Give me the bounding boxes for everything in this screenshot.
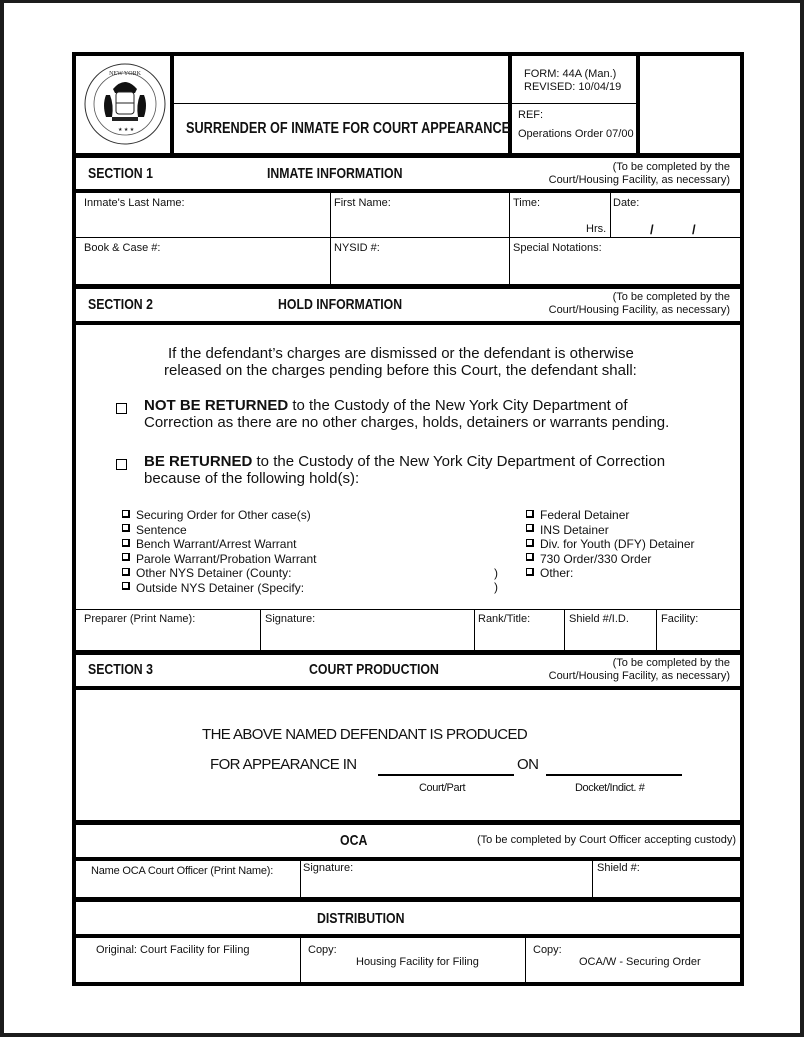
nyc-doc-seal-icon [80,59,170,149]
ref-value: Operations Order 07/00 [518,128,634,140]
section1-header [76,158,740,189]
section2-title: HOLD INFORMATION [278,296,403,313]
hold-item[interactable]: Securing Order for Other case(s) [122,508,317,523]
section3-body [76,690,740,820]
hold-checkbox[interactable] [526,510,534,518]
hold-item[interactable]: Div. for Youth (DFY) Detainer [526,537,695,552]
returned-label: BE RETURNED [144,453,253,470]
distribution-copy1-label: Copy: [308,944,337,956]
section2-body: If the defendant’s charges are dismissed or the defendant is otherwise released on the charges pending before this Court, the defendant shall: NOT BE RETURNED to the Custody of the New York City Department of Correction as there are no other charges, holds, detainers or warrants pending. BE RETURNED to the Custody of the New York City Department of Correction because of the following hold(s): Securing Order for Other case(s) Sentence Bench Warrant/Arrest Warrant Parole Warrant/Probation Warrant Other NYS Detainer (County: Outside NYS Detainer (Specify: ) ) Federal Detainer INS Detainer Div. for Youth (DFY) Detainer 730 Order/330 Order Other: [76,325,740,609]
produced-line1: THE ABOVE NAMED DEFENDANT IS PRODUCED [202,726,528,743]
hold-checkbox[interactable] [122,582,130,590]
date-field[interactable]: Date: [613,197,640,209]
nysid-field[interactable]: NYSID #: [334,242,380,254]
court-part-caption: Court/Part [419,782,466,794]
header-right-blank [640,56,740,153]
oca-shield-field[interactable]: Shield #: [597,862,640,874]
hold-checkbox[interactable] [122,524,130,532]
hold-item[interactable]: 730 Order/330 Order [526,552,695,567]
distribution-copy2-value: OCA/W - Securing Order [579,956,701,968]
hold-item[interactable]: Sentence [122,523,317,538]
section1-fields [76,193,740,284]
title-cell [174,104,512,153]
facility-field[interactable]: Facility: [661,613,699,625]
surrender-form [72,52,744,986]
ref-cell [512,104,640,153]
last-name-field[interactable]: Inmate's Last Name: [84,197,185,209]
distribution-copy1-value: Housing Facility for Filing [356,956,479,968]
hold-item[interactable]: INS Detainer [526,523,695,538]
hold-item[interactable]: Bench Warrant/Arrest Warrant [122,537,317,552]
produced-line2-on: ON [517,756,539,773]
docket-indict-input[interactable] [546,772,682,776]
time-hrs-label: Hrs. [586,223,607,235]
section3-title: COURT PRODUCTION [309,661,439,678]
form-revised-date: REVISED: 10/04/19 [524,81,622,93]
holds-left-list [122,508,317,595]
hold-checkbox[interactable] [122,553,130,561]
docket-indict-caption: Docket/Indict. # [575,782,645,794]
ref-label: REF: [518,109,544,121]
distribution-row [76,938,740,982]
hold-checkbox[interactable] [122,539,130,547]
not-returned-label: NOT BE RETURNED [144,397,289,414]
hold-checkbox[interactable] [122,568,130,576]
holds-right-list [526,508,695,581]
section2-note: (To be completed by the Court/Housing Facility, as necessary) [548,291,730,316]
svg-text:NEW YORK: NEW YORK [109,71,141,77]
svg-text:★ ★ ★: ★ ★ ★ [118,127,135,133]
not-returned-checkbox[interactable] [116,403,127,414]
form-info-cell [512,56,640,104]
document-page [4,3,800,1033]
distribution-header [76,902,740,934]
hold-checkbox[interactable] [526,553,534,561]
shield-id-field[interactable]: Shield #/I.D. [569,613,629,625]
date-separator: / [650,222,654,237]
hold-intro-line2: released on the charges pending before this Court, the defendant shall: [164,362,637,379]
hold-checkbox[interactable] [526,539,534,547]
hold-checkbox[interactable] [122,510,130,518]
hold-item[interactable]: Federal Detainer [526,508,695,523]
book-case-field[interactable]: Book & Case #: [84,242,161,254]
title-top-blank [174,56,512,104]
section3-header [76,655,740,686]
form-number: FORM: 44A (Man.) [524,68,617,80]
distribution-title: DISTRIBUTION [317,910,405,927]
distribution-copy2-label: Copy: [533,944,562,956]
section1-note: (To be completed by the Court/Housing Facility, as necessary) [548,161,730,186]
returned-checkbox[interactable] [116,459,127,470]
preparer-name-field[interactable]: Preparer (Print Name): [84,613,196,625]
header [76,56,740,153]
section1-number: SECTION 1 [88,165,153,182]
preparer-signature-field[interactable]: Signature: [265,613,316,625]
section2-header [76,289,740,321]
close-paren: ) [494,580,498,594]
oca-header [76,825,740,857]
section2-number: SECTION 2 [88,296,153,313]
oca-title: OCA [340,832,368,849]
oca-note: (To be completed by Court Officer accepting custody) [476,834,736,846]
date-separator: / [692,222,696,237]
oca-officer-name-field[interactable]: Name OCA Court Officer (Print Name): [91,865,274,877]
produced-line2-prefix: FOR APPEARANCE IN [210,756,357,773]
preparer-row [76,609,740,650]
time-field[interactable]: Time: [513,197,541,209]
court-part-input[interactable] [378,772,514,776]
close-paren: ) [494,566,498,580]
special-notations-field[interactable]: Special Notations: [513,242,602,254]
oca-fields [76,861,740,897]
hold-item[interactable]: Outside NYS Detainer (Specify: [122,581,317,596]
section3-number: SECTION 3 [88,661,153,678]
hold-item[interactable]: Other NYS Detainer (County: [122,566,317,581]
section1-title: INMATE INFORMATION [267,165,403,182]
rank-title-field[interactable]: Rank/Title: [478,613,531,625]
hold-checkbox[interactable] [526,568,534,576]
section3-note: (To be completed by the Court/Housing Facility, as necessary) [548,657,730,682]
first-name-field[interactable]: First Name: [334,197,391,209]
oca-signature-field[interactable]: Signature: [303,862,354,874]
form-title: SURRENDER OF INMATE FOR COURT APPEARANCE [186,120,511,137]
hold-item[interactable]: Other: [526,566,695,581]
distribution-original: Original: Court Facility for Filing [96,944,250,956]
hold-checkbox[interactable] [526,524,534,532]
logo-cell [76,56,174,153]
hold-intro-line1: If the defendant’s charges are dismissed or the defendant is otherwise [168,345,634,362]
hold-item[interactable]: Parole Warrant/Probation Warrant [122,552,317,567]
